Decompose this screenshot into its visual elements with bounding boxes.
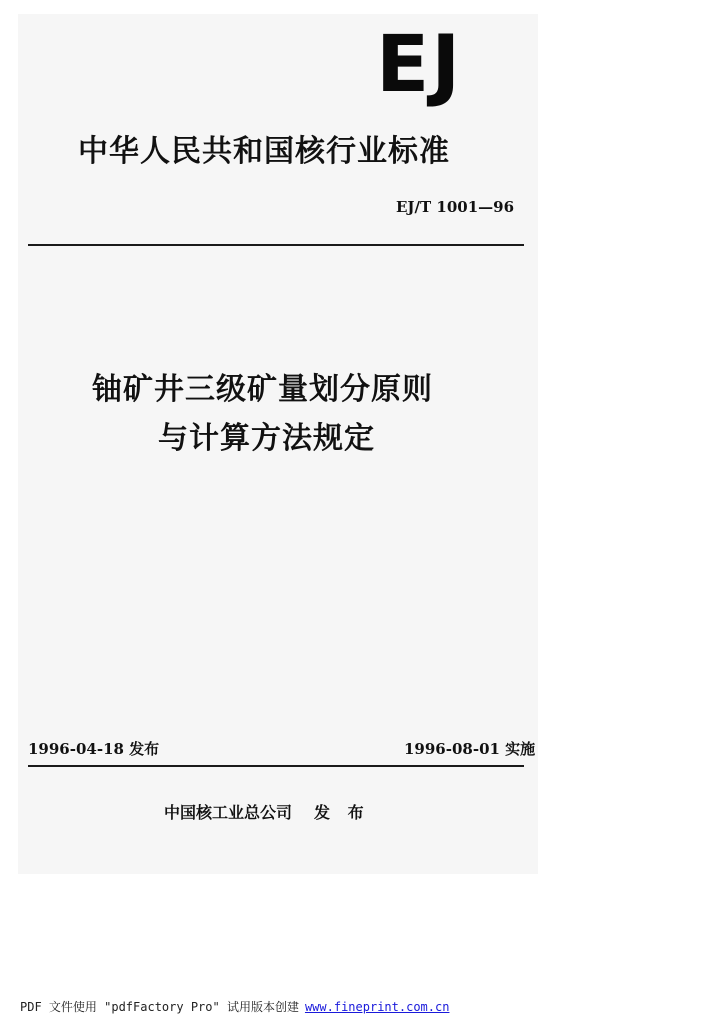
pdf-footer (20, 998, 449, 1015)
issue-date: 1996-04-18 发布 (28, 740, 160, 758)
top-divider (28, 244, 524, 246)
document-title-line2: 与计算方法规定 (158, 421, 375, 456)
issuer-line (164, 800, 370, 823)
issuer-action: 发 布 (314, 803, 370, 822)
issuer-organization: 中国核工业总公司 (164, 803, 293, 822)
footer-link[interactable]: www.fineprint.com.cn (304, 1000, 450, 1014)
bottom-divider (28, 765, 524, 767)
ej-logo: EJ (376, 20, 463, 110)
standard-category-title: 中华人民共和国核行业标准 (78, 134, 450, 169)
document-title-line1: 铀矿井三级矿量划分原则 (92, 372, 433, 407)
effective-date: 1996-08-01 实施 (404, 740, 536, 758)
footer-note: PDF 文件使用 "pdfFactory Pro" 试用版本创建 (20, 1000, 299, 1014)
standard-code: EJ/T 1001—96 (396, 198, 515, 216)
